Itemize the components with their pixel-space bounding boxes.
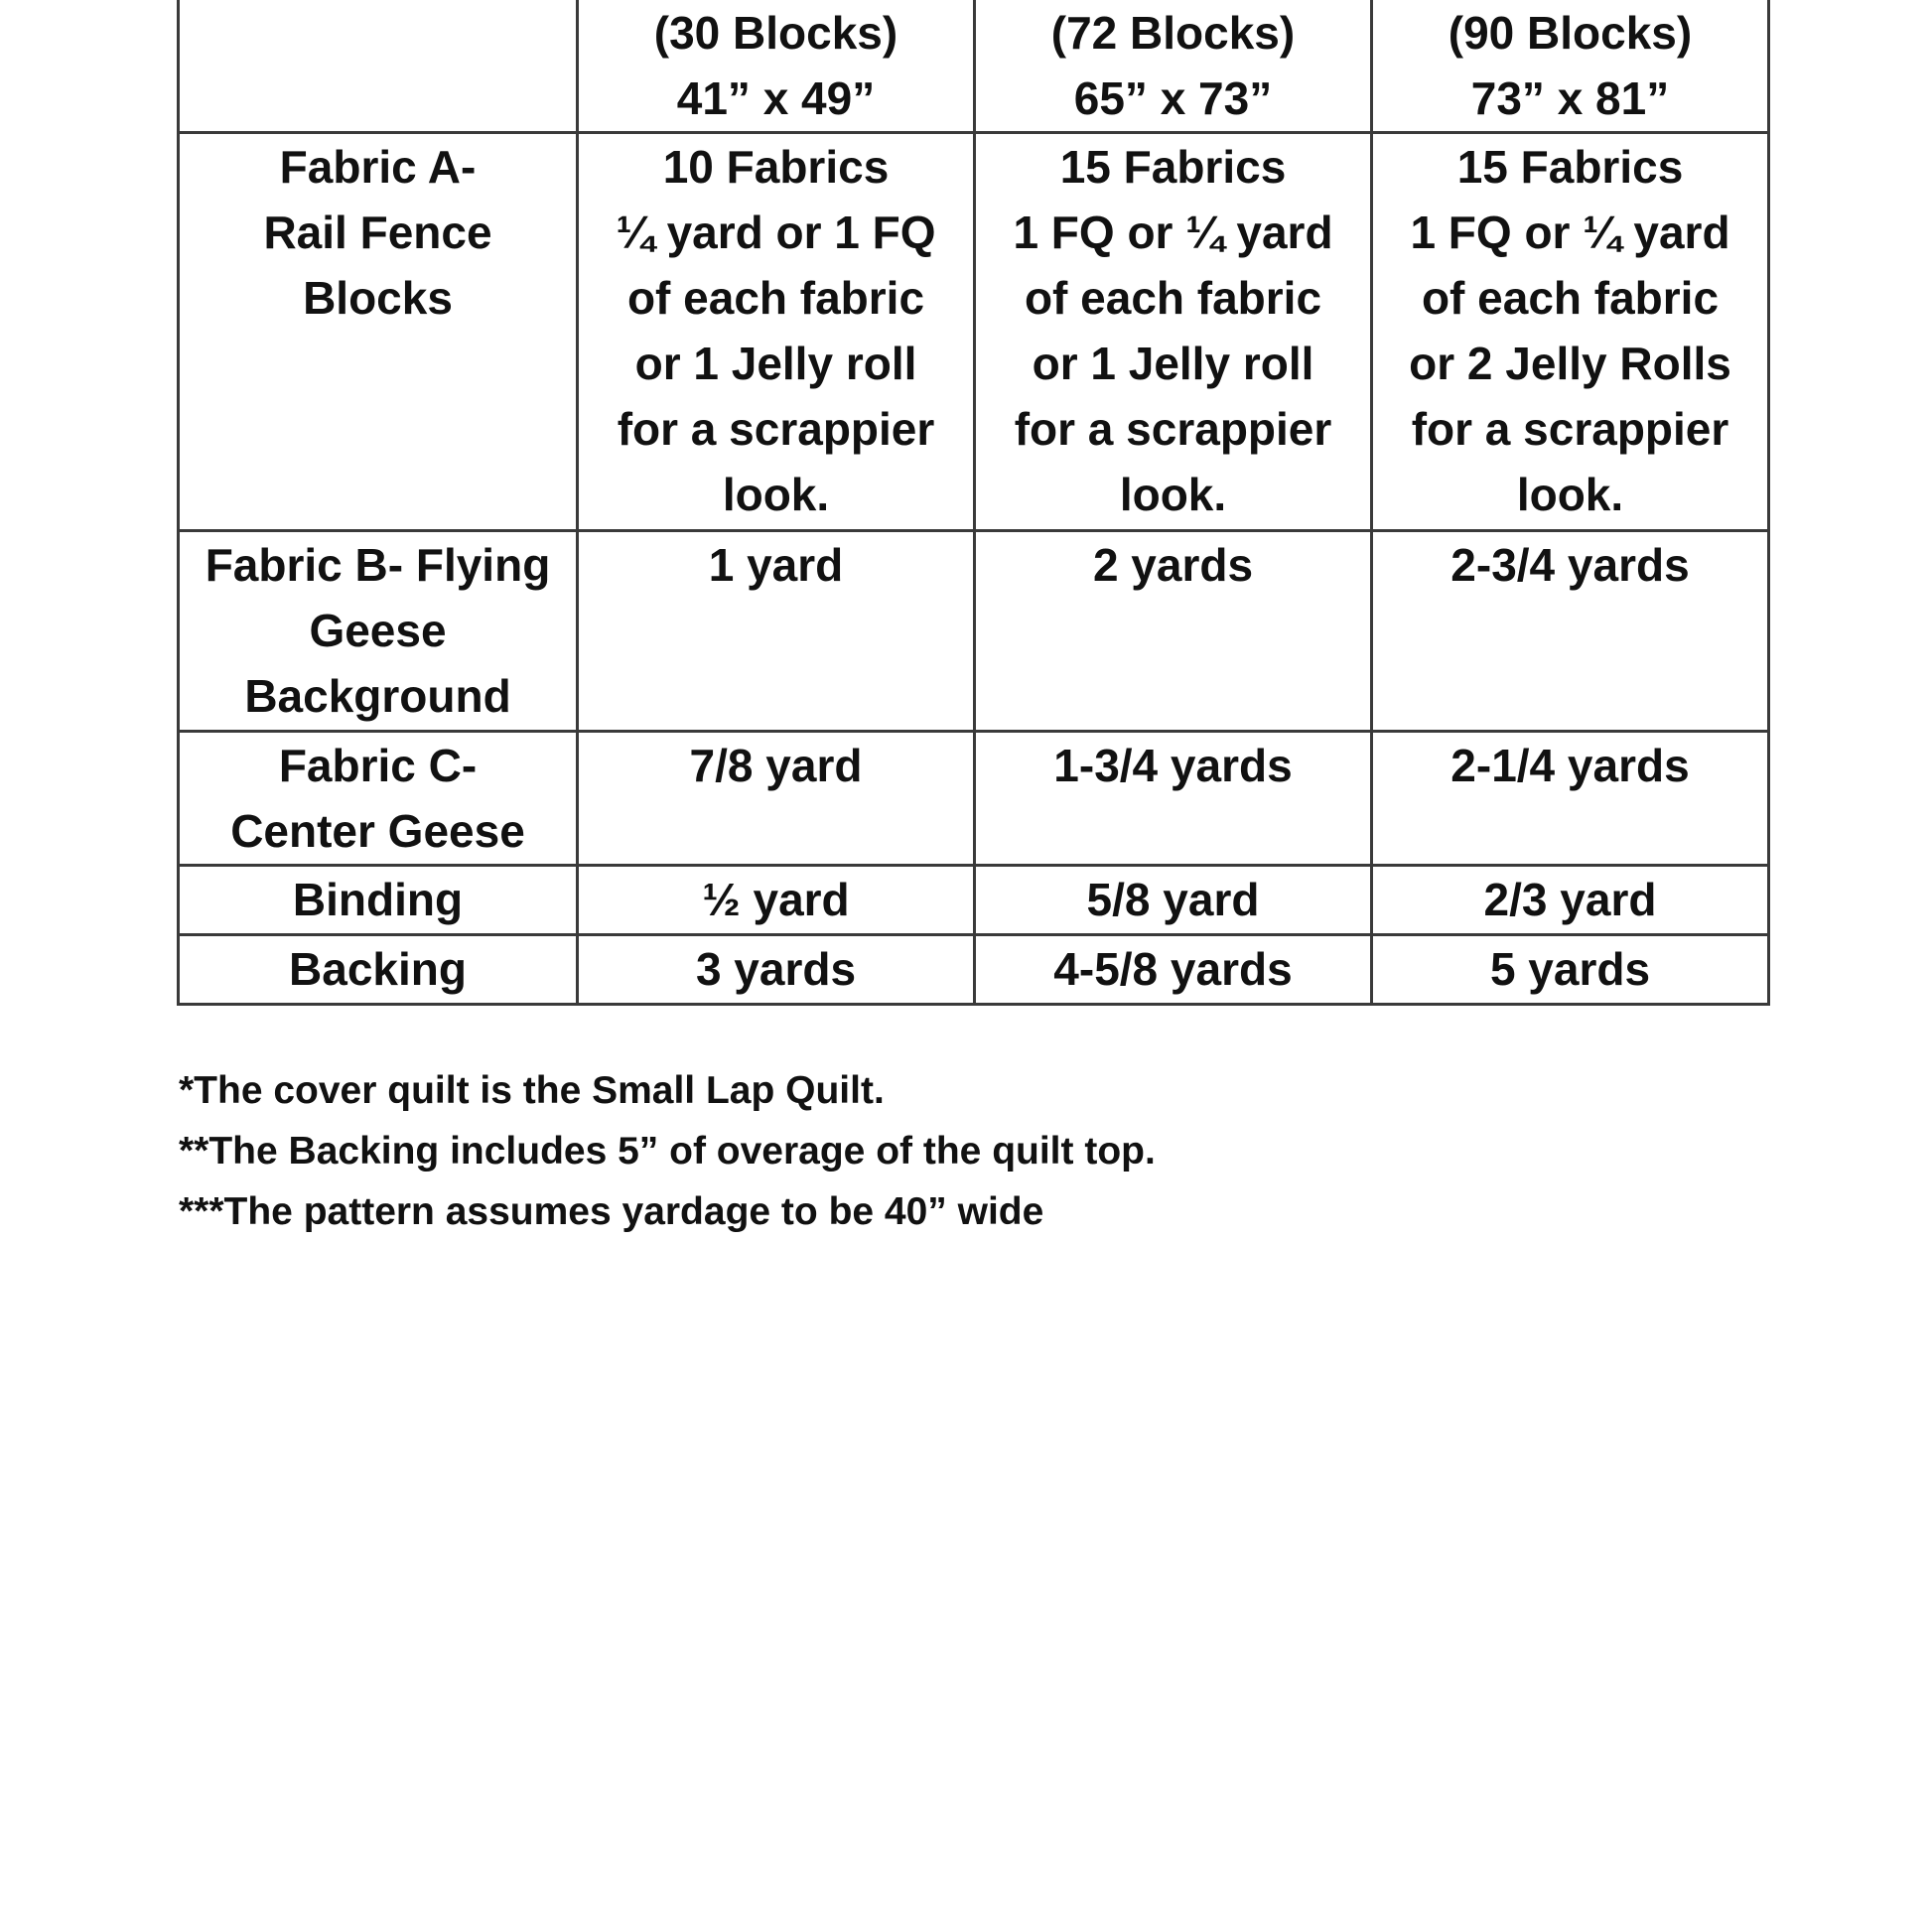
yardage-cell: 2/3 yard: [1372, 866, 1769, 935]
yardage-cell: 4-5/8 yards: [975, 935, 1372, 1005]
quilt-dimensions: 65” x 73”: [1073, 72, 1273, 124]
table-row: [179, 935, 1769, 1005]
yardage-cell: 15 Fabrics 1 FQ or ¼ yard of each fabric or 2 Jelly Rolls for a scrappier look.: [1372, 133, 1769, 531]
quilt-size-header-row: [179, 0, 1769, 133]
yardage-cell: 7/8 yard: [578, 732, 975, 866]
yardage-table-container: [177, 0, 1770, 1006]
yardage-cell: 15 Fabrics 1 FQ or ¼ yard of each fabric or 1 Jelly roll for a scrappier look.: [975, 133, 1372, 531]
table-row: [179, 531, 1769, 732]
footnote-backing-overage: **The Backing includes 5” of overage of the quilt top.: [179, 1130, 1156, 1173]
size-header-cell: [578, 0, 975, 133]
yardage-cell: 2-3/4 yards: [1372, 531, 1769, 732]
row-label-cell: Fabric C- Center Geese: [179, 732, 578, 866]
footnote-cover-quilt: *The cover quilt is the Small Lap Quilt.: [179, 1069, 885, 1112]
quilt-dimensions: 41” x 49”: [676, 72, 876, 124]
yardage-cell: 2-1/4 yards: [1372, 732, 1769, 866]
footnote-yardage-width: ***The pattern assumes yardage to be 40” wide: [179, 1190, 1044, 1233]
yardage-cell: 2 yards: [975, 531, 1372, 732]
yardage-cell: 3 yards: [578, 935, 975, 1005]
block-count: (72 Blocks): [1050, 7, 1296, 59]
block-count: (30 Blocks): [653, 7, 898, 59]
quilt-dimensions: 73” x 81”: [1470, 72, 1670, 124]
yardage-cell: 1-3/4 yards: [975, 732, 1372, 866]
row-label-cell: Fabric A- Rail Fence Blocks: [179, 133, 578, 531]
size-header-cell: [1372, 0, 1769, 133]
table-row: [179, 732, 1769, 866]
row-label-cell: Fabric B- Flying Geese Background: [179, 531, 578, 732]
yardage-cell: 10 Fabrics ¼ yard or 1 FQ of each fabric or 1 Jelly roll for a scrappier look.: [578, 133, 975, 531]
block-count: (90 Blocks): [1448, 7, 1693, 59]
table-row: [179, 133, 1769, 531]
yardage-cell: ½ yard: [578, 866, 975, 935]
yardage-cell: 5 yards: [1372, 935, 1769, 1005]
yardage-table: [177, 0, 1770, 1006]
size-header-cell: [975, 0, 1372, 133]
yardage-cell: 1 yard: [578, 531, 975, 732]
yardage-cell: 5/8 yard: [975, 866, 1372, 935]
footnotes: [179, 1060, 1156, 1242]
row-label-cell: Binding: [179, 866, 578, 935]
header-label-cell: [179, 0, 578, 133]
row-label-cell: Backing: [179, 935, 578, 1005]
table-row: [179, 866, 1769, 935]
